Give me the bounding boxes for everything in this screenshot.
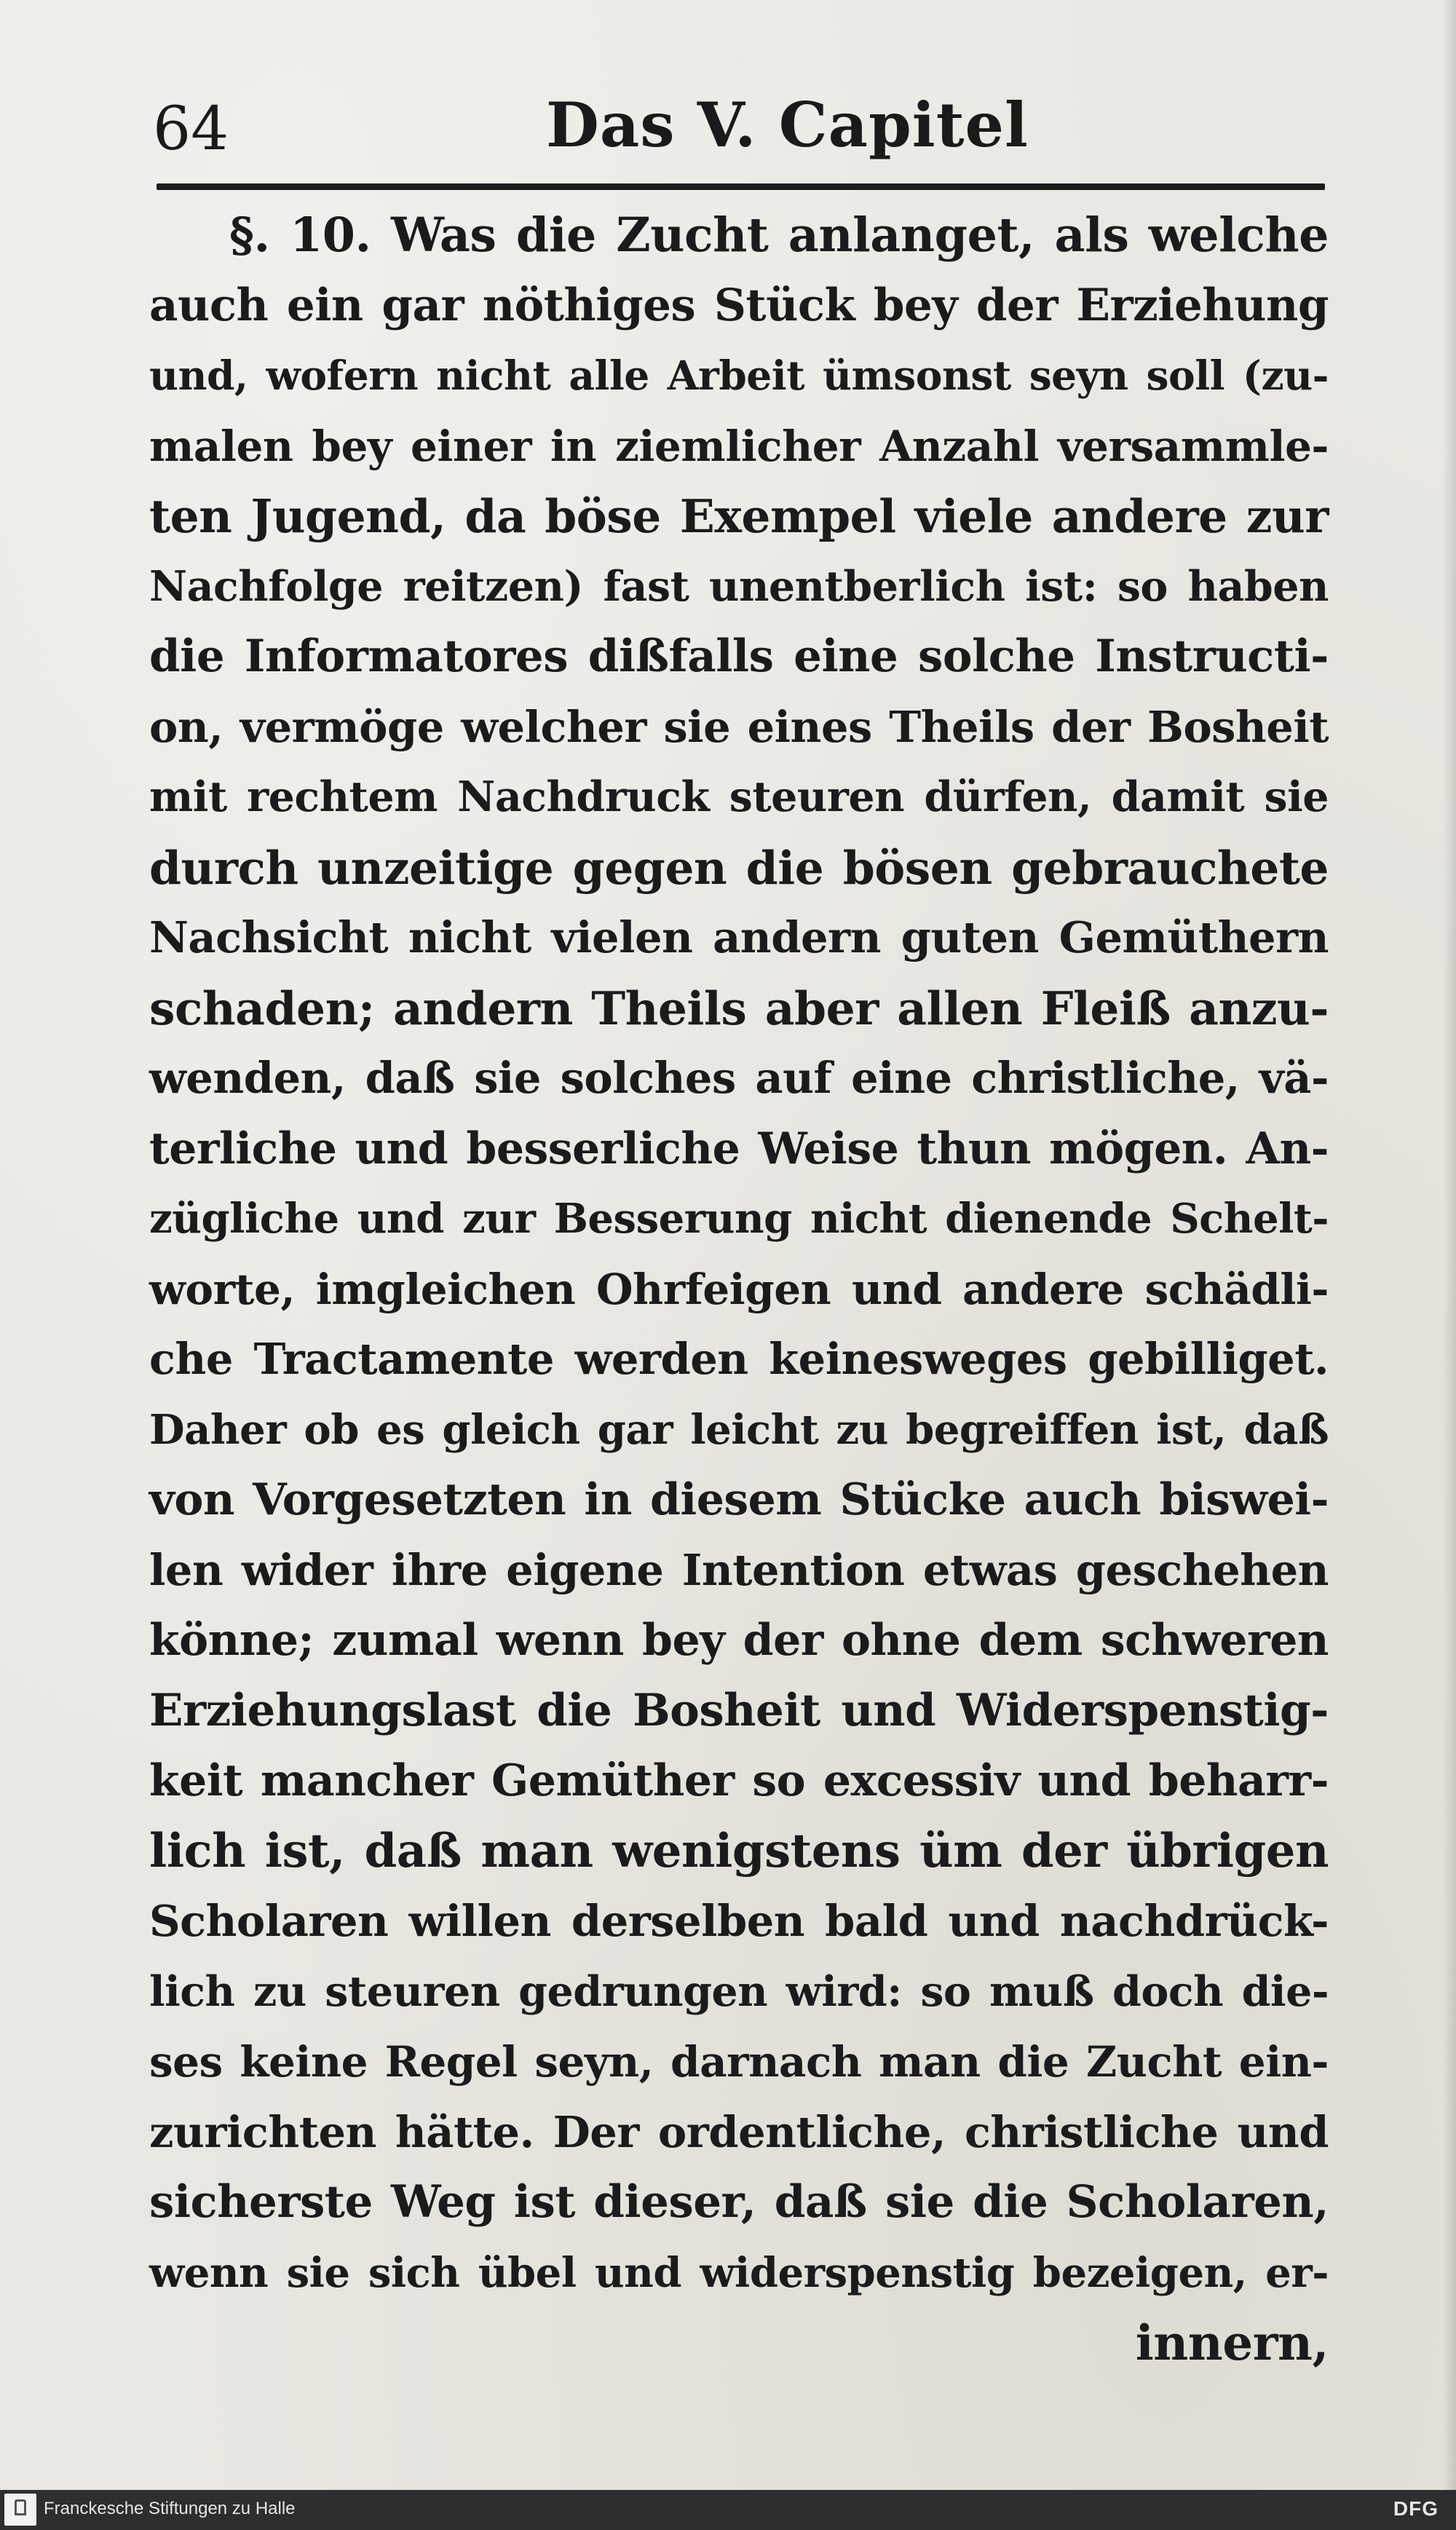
- text-line: und, wofern nicht alle Arbeit ümsonst seyn soll (zu-: [149, 352, 1329, 399]
- text-line: Scholaren willen derselben bald und nachdrück-: [149, 1896, 1329, 1946]
- text-line: lich ist, daß man wenigstens üm der übrigen: [149, 1823, 1329, 1878]
- text-line: len wider ihre eigene Intention etwas geschehen: [149, 1544, 1329, 1595]
- running-title: Das V. Capitel: [546, 89, 1029, 161]
- text-line: mit rechtem Nachdruck steuren dürfen, damit sie: [149, 772, 1329, 821]
- catchword: innern,: [1135, 2314, 1329, 2371]
- text-line: zurichten hätte. Der ordentliche, christliche und: [149, 2106, 1329, 2157]
- header-rule: [157, 183, 1325, 190]
- text-line: wenn sie sich übel und widerspenstig bezeigen, er-: [149, 2248, 1329, 2297]
- institution-logo-icon: [4, 2494, 36, 2526]
- text-line: schaden; andern Theils aber allen Fleiß anzu-: [149, 981, 1329, 1035]
- text-line: von Vorgesetzten in diesem Stücke auch biswei-: [149, 1474, 1329, 1525]
- text-line: die Informatores dißfalls eine solche Instructi-: [149, 630, 1329, 682]
- text-line: könne; zumal wenn bey der ohne dem schweren: [149, 1615, 1329, 1666]
- text-line: ses keine Regel seyn, darnach man die Zucht ein-: [149, 2037, 1329, 2087]
- dfg-logo: DFG: [1393, 2497, 1439, 2520]
- text-line: che Tractamente werden keinesweges gebilliget.: [149, 1334, 1329, 1384]
- text-line: lich zu steuren gedrungen wird: so muß doch die-: [149, 1966, 1329, 2016]
- text-line: zügliche und zur Besserung nicht dienende Schelt-: [149, 1195, 1329, 1243]
- institution-name: Franckesche Stiftungen zu Halle: [44, 2499, 296, 2518]
- text-line: auch ein gar nöthiges Stück bey der Erziehung: [149, 279, 1329, 331]
- text-line: on, vermöge welcher sie eines Theils der Bosheit: [149, 701, 1329, 752]
- page-edge-shadow: [1443, 0, 1456, 2490]
- viewer-footer: [0, 2490, 1456, 2530]
- text-line: keit mancher Gemüther so excessiv und beharr-: [149, 1755, 1329, 1806]
- text-line: Erziehungslast die Bosheit und Widerspenstig-: [149, 1684, 1329, 1736]
- text-line: sicherste Weg ist dieser, daß sie die Scholaren,: [149, 2176, 1329, 2228]
- text-line: Nachsicht nicht vielen andern guten Gemüthern: [149, 912, 1329, 962]
- page-number: 64: [153, 95, 229, 164]
- text-line: malen bey einer in ziemlicher Anzahl versammle-: [149, 421, 1329, 471]
- page-header: [153, 80, 1325, 167]
- text-line: ten Jugend, da böse Exempel viele andere zur: [149, 489, 1329, 543]
- text-line: Nachfolge reitzen) fast unentberlich ist: so haben: [149, 561, 1329, 611]
- body-text: [149, 200, 1329, 2379]
- text-line: §. 10. Was die Zucht anlanget, als welche: [229, 207, 1329, 263]
- text-line: durch unzeitige gegen die bösen gebrauchete: [149, 840, 1329, 895]
- text-line: Daher ob es gleich gar leicht zu begreiffen ist, daß: [149, 1405, 1329, 1454]
- text-line: wenden, daß sie solches auf eine christliche, vä-: [149, 1053, 1329, 1103]
- text-line: worte, imgleichen Ohrfeigen und andere schädli-: [149, 1264, 1329, 1314]
- text-line: terliche und besserliche Weise thun mögen. An-: [149, 1123, 1329, 1174]
